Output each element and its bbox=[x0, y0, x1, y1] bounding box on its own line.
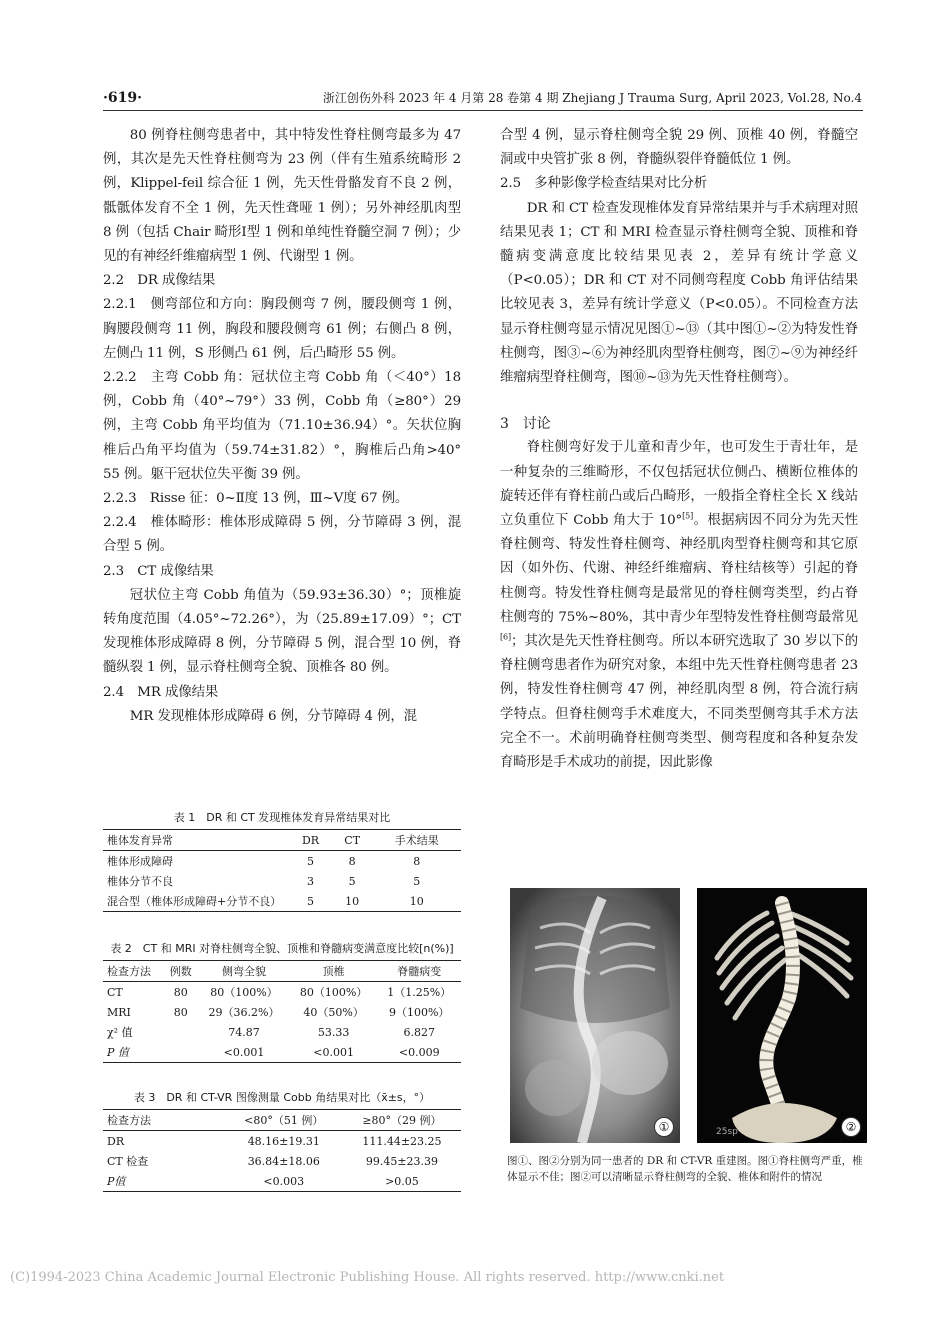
paragraph-2-2-4: 2.2.4 椎体畸形：椎体形成障碍 5 例，分节障碍 3 例，混合型 5 例。 bbox=[103, 515, 461, 555]
table-cell: 6.827 bbox=[403, 1025, 435, 1039]
section-2-2-heading: 2.2 DR 成像结果 bbox=[103, 273, 216, 289]
table-cell: χ² 值 bbox=[107, 1026, 133, 1039]
figure-2-watermark: 25sp bbox=[716, 1127, 738, 1137]
table2-header: 顶椎 bbox=[322, 965, 345, 978]
section-2-5-heading: 2.5 多种影像学检查结果对比分析 bbox=[500, 176, 708, 192]
table1-header: 椎体发育异常 bbox=[107, 834, 173, 847]
table2 bbox=[103, 960, 461, 1063]
table-row bbox=[103, 1022, 461, 1042]
table-cell bbox=[163, 1022, 198, 1042]
table1-header: DR bbox=[301, 833, 320, 847]
table-cell: 5 bbox=[307, 854, 315, 868]
figure-2-ctvr-image bbox=[697, 888, 867, 1143]
table-row bbox=[103, 1042, 461, 1063]
intro-paragraph: 80 例脊柱侧弯患者中，其中特发性脊柱侧弯最多为 47 例，其次是先天性脊柱侧弯为 23 例（伴有生殖系统畸形 2 例，Klippel-feil 综合征 1 例，先天性骨骼发育不良 2 例，骶骶体发育不全 1 例，先天性聋哑 1 例）；另外神经肌肉型 8 例（包括 Chair 畸形Ⅰ型 1 例和单纯性脊髓空洞 7 例）；少见的有神经纤维瘤病型 1 例、代谢型 1 例。 bbox=[103, 128, 461, 265]
table-cell: >0.05 bbox=[385, 1174, 419, 1188]
discussion-text-a: 脊柱侧弯好发于儿童和青少年，也可发生于青壮年，是一种复杂的三维畸形，不仅包括冠状位侧凸、横断位椎体的旋转还伴有脊柱前凸或后凸畸形，一般指全脊柱全长 X 线站立负重位下 Cobb 角大于 10° bbox=[500, 440, 858, 529]
table1-header-row bbox=[103, 830, 461, 851]
paragraph-2-2-2: 2.2.2 主弯 Cobb 角：冠状位主弯 Cobb 角（＜40°）18 例，Cobb 角（40°~79°）33 例，Cobb 角（≥80°）29 例，主弯 Cobb 角平均值为（71.10±36.94）°。矢状位胸椎后凸角平均值为（59.74±31.82）°，胸椎后凸角>40° 55 例。躯干冠状位失平衡 39 例。 bbox=[103, 370, 461, 482]
reference-5: [5] bbox=[682, 511, 694, 521]
paragraph-2-3: 冠状位主弯 Cobb 角值为（59.93±36.30）°；顶椎旋转角度范围（4.05°~72.26°），为（25.89±17.09）°；CT 发现椎体形成障碍 8 例，分节障碍 5 例，混合型 10 例，脊髓纵裂 1 例，显示脊柱侧弯全貌、顶椎各 80 例。 bbox=[103, 587, 461, 676]
discussion-paragraph bbox=[500, 436, 858, 775]
table-cell bbox=[163, 1042, 198, 1063]
table-cell: 5 bbox=[307, 894, 315, 908]
table-cell: 36.84±18.06 bbox=[247, 1154, 320, 1168]
table-row bbox=[103, 891, 461, 912]
table-cell: 99.45±23.39 bbox=[365, 1154, 439, 1168]
table2-header: 脊髓病变 bbox=[397, 965, 442, 978]
table-cell: <0.001 bbox=[313, 1045, 354, 1059]
table-cell: <0.001 bbox=[223, 1045, 265, 1059]
table-cell: 9（100%） bbox=[388, 1006, 450, 1019]
reference-6: [6] bbox=[500, 632, 512, 642]
figure-caption: 图①、图②分别为同一患者的 DR 和 CT-VR 重建图。图①脊柱侧弯严重，椎体显示不佳；图②可以清晰显示脊柱侧弯的全貌、椎体和附件的情况 bbox=[507, 1155, 863, 1183]
table-cell: 74.87 bbox=[228, 1025, 260, 1039]
table-cell: <0.003 bbox=[263, 1174, 305, 1188]
table-row bbox=[103, 1171, 461, 1192]
table3-caption: 表 3 DR 和 CT-VR 图像测量 Cobb 角结果对比（x̄±s，°） bbox=[133, 1091, 431, 1104]
table-cell: 80（100%） bbox=[210, 986, 278, 999]
section-2-4-heading: 2.4 MR 成像结果 bbox=[103, 684, 219, 700]
table-cell: <0.009 bbox=[398, 1045, 440, 1059]
table-cell: 8 bbox=[348, 854, 356, 868]
table-cell: 1（1.25%） bbox=[387, 986, 452, 999]
table-cell: P 值 bbox=[107, 1046, 129, 1059]
table3 bbox=[103, 1109, 461, 1192]
table2-header: 例数 bbox=[169, 965, 192, 978]
table1-header: CT bbox=[344, 833, 361, 847]
page-number: ·619· bbox=[103, 90, 142, 106]
table2-header: 检查方法 bbox=[107, 965, 151, 978]
table2-header-row bbox=[103, 961, 461, 982]
discussion-text-b: 。根据病因不同分为先天性脊柱侧弯、特发性脊柱侧弯、神经肌肉型脊柱侧弯和其它原因（如外伤、代谢、神经纤维瘤病、脊柱结核等）引起的脊柱侧弯。特发性脊柱侧弯是最常见的脊柱侧弯类型，约占脊柱侧弯的 75%~80%，其中青少年型特发性脊柱侧弯最常见 bbox=[500, 513, 858, 625]
table-cell: 5 bbox=[348, 874, 356, 888]
table-cell: 3 bbox=[307, 874, 315, 888]
table-cell: 椎体形成障碍 bbox=[107, 855, 173, 868]
table3-header-row bbox=[103, 1110, 461, 1131]
figure-2-label: ② bbox=[841, 1117, 861, 1137]
paragraph-2-5: DR 和 CT 检查发现椎体发育异常结果并与手术病理对照结果见表 1；CT 和 MRI 检查显示脊柱侧弯全貌、顶椎和脊髓病变满意度比较结果见表 2，差异有统计学意义（P<0.05）；DR 和 CT 对不同侧弯程度 Cobb 角评估结果比较见表 3，差异有统计学意义（P<0.05）。不同检查方法显示脊柱侧弯显示情况见图①~⑬（其中图①~②为特发性脊柱侧弯，图③~⑥为神经肌肉型脊柱侧弯，图⑦~⑨为神经纤维瘤病型脊柱侧弯，图⑩~⑬为先天性脊柱侧弯）。 bbox=[500, 200, 858, 386]
table1-header: 手术结果 bbox=[394, 834, 439, 847]
table-row bbox=[103, 851, 461, 872]
table-row bbox=[103, 1151, 461, 1171]
section-3-heading: 3 讨论 bbox=[500, 416, 551, 433]
table-cell: 53.33 bbox=[317, 1025, 350, 1039]
table-row bbox=[103, 1002, 461, 1022]
table3-header: <80°（51 例） bbox=[244, 1114, 324, 1127]
paragraph-2-4: MR 发现椎体形成障碍 6 例，分节障碍 4 例，混 bbox=[129, 708, 417, 724]
table2-header: 侧弯全貌 bbox=[222, 965, 267, 978]
table-cell: 48.16±19.31 bbox=[247, 1134, 320, 1148]
table2-caption: 表 2 CT 和 MRI 对脊柱侧弯全貌、顶椎和脊髓病变满意度比较[n(%)] bbox=[110, 942, 454, 955]
table-cell: 80 bbox=[173, 1005, 188, 1019]
paragraph-2-2-1: 2.2.1 侧弯部位和方向：胸段侧弯 7 例，腰段侧弯 1 例，胸腰段侧弯 11 例，胸段和腰段侧弯 61 例；右侧凸 8 例，左侧凸 11 例，S 形侧凸 61 例，后凸畸形 55 例。 bbox=[103, 297, 461, 361]
table-cell: 8 bbox=[413, 854, 421, 868]
table-cell: CT bbox=[107, 985, 123, 999]
table-cell: 111.44±23.25 bbox=[362, 1134, 442, 1148]
figure-1-dr-image bbox=[510, 888, 680, 1143]
table-cell: 80（100%） bbox=[299, 986, 368, 999]
table-cell: 混合型（椎体形成障碍+分节不良） bbox=[107, 895, 282, 908]
paragraph-2-2-3: 2.2.3 Risse 征：0~Ⅱ度 13 例，Ⅲ~Ⅴ度 67 例。 bbox=[103, 491, 409, 507]
table-cell: DR bbox=[107, 1134, 125, 1148]
table-cell: 椎体分节不良 bbox=[107, 875, 173, 888]
header-rule bbox=[103, 110, 863, 111]
table3-header: ≥80°（29 例） bbox=[362, 1114, 442, 1127]
continued-paragraph: 合型 4 例，显示脊柱侧弯全貌 29 例、顶椎 40 例，脊髓空洞或中央管扩张 8 例，脊髓纵裂伴脊髓低位 1 例。 bbox=[500, 128, 858, 168]
table-cell: CT 检查 bbox=[107, 1155, 149, 1168]
table-cell: 40（50%） bbox=[303, 1006, 364, 1019]
table1-caption: 表 1 DR 和 CT 发现椎体发育异常结果对比 bbox=[173, 811, 391, 824]
journal-header: 浙江创伤外科 2023 年 4 月第 28 卷第 4 期 Zhejiang J Trauma Surg, April 2023, Vol.28, No.4 bbox=[322, 91, 862, 105]
table-row bbox=[103, 871, 461, 891]
table-cell: 10 bbox=[409, 894, 424, 908]
table-cell: 29（36.2%） bbox=[208, 1006, 280, 1019]
figure-1-label: ① bbox=[654, 1117, 674, 1137]
table-row bbox=[103, 1131, 461, 1152]
copyright-footer: (C)1994-2023 China Academic Journal Electronic Publishing House. All rights reserved. http://www.cnki.net bbox=[10, 1270, 725, 1285]
left-column bbox=[103, 124, 461, 729]
table3-header: 检查方法 bbox=[107, 1114, 151, 1127]
section-2-3-heading: 2.3 CT 成像结果 bbox=[103, 563, 214, 579]
right-column bbox=[500, 124, 858, 775]
table-cell: 10 bbox=[345, 894, 360, 908]
discussion-text-c: ；其次是先天性脊柱侧弯。所以本研究选取了 30 岁以下的脊柱侧弯患者作为研究对象，本组中先天性脊柱侧弯患者 23 例，特发性脊柱侧弯 47 例，神经肌肉型 8 例，符合流行病学特点。但脊柱侧弯手术难度大，不同类型侧弯其手术方法完全不一。术前明确脊柱侧弯类型、侧弯程度和各种复杂发育畸形是手术成功的前提，因此影像 bbox=[500, 634, 858, 771]
table1 bbox=[103, 829, 461, 912]
table-cell: 5 bbox=[413, 874, 421, 888]
table-cell: P值 bbox=[107, 1175, 126, 1188]
ctvr-spine-illustration bbox=[697, 888, 867, 1143]
table-cell: MRI bbox=[107, 1005, 131, 1019]
dr-xray-illustration bbox=[510, 888, 680, 1143]
table-cell: 80 bbox=[173, 985, 188, 999]
table-row bbox=[103, 982, 461, 1003]
